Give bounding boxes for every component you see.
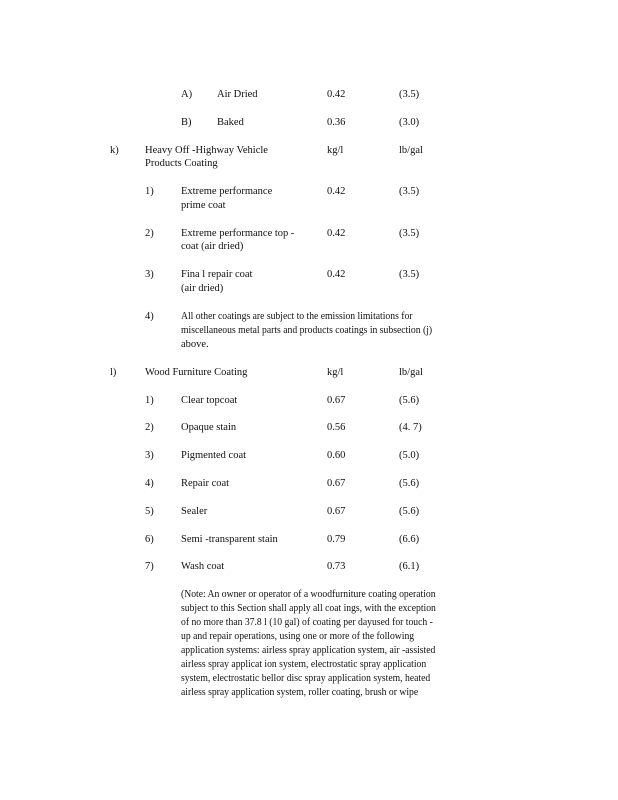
- section-k-item-4-line1: All other coatings are subject to the emission limitations for: [181, 311, 413, 322]
- section-l-unit-kg: kg/l: [327, 367, 344, 378]
- row-a-kg: 0.42: [327, 89, 346, 100]
- section-l-item-3-lb: (5.0): [399, 450, 420, 461]
- section-k-unit-kg: kg/l: [327, 145, 344, 156]
- section-l-item-6-label: Semi -transparent stain: [181, 534, 278, 545]
- section-k-item-4-num: 4): [145, 311, 154, 322]
- note-line-8: airless spray application system, roller coating, brush or wipe: [181, 687, 419, 698]
- section-k-item-1-num: 1): [145, 186, 154, 197]
- section-l-item-3-label: Pigmented coat: [181, 450, 247, 461]
- section-k-item-1-lb: (3.5): [399, 186, 420, 197]
- row-a-lb: (3.5): [399, 89, 420, 100]
- section-l-item-5-num: 5): [145, 506, 154, 517]
- note-line-1: (Note: An owner or operator of a woodfurniture coating operation: [181, 589, 436, 600]
- row-b-label: Baked: [217, 117, 244, 128]
- section-l-item-3-num: 3): [145, 450, 154, 461]
- section-l-item-6-kg: 0.79: [327, 534, 346, 545]
- section-l-item-4-kg: 0.67: [327, 478, 346, 489]
- section-l-item-1-num: 1): [145, 395, 154, 406]
- section-l-item-5-kg: 0.67: [327, 506, 346, 517]
- section-l-item-1-label: Clear topcoat: [181, 395, 238, 406]
- row-a-label: Air Dried: [217, 89, 258, 100]
- note-line-4: up and repair operations, using one or more of the following: [181, 631, 415, 642]
- section-k-item-2-line1: Extreme performance top -: [181, 228, 295, 239]
- section-l-item-2-label: Opaque stain: [181, 422, 237, 433]
- section-l-item-2-kg: 0.56: [327, 422, 346, 433]
- section-k-item-1-line1: Extreme performance: [181, 186, 273, 197]
- note-line-6: airless spray applicat ion system, electrostatic spray application: [181, 659, 427, 670]
- section-k-item-3-lb: (3.5): [399, 269, 420, 280]
- section-l-item-7-num: 7): [145, 561, 154, 572]
- section-k-item-4-line3: above.: [181, 339, 209, 350]
- section-k-item-1-kg: 0.42: [327, 186, 346, 197]
- section-k-marker: k): [110, 145, 119, 156]
- section-l-item-1-kg: 0.67: [327, 395, 346, 406]
- row-b-lb: (3.0): [399, 117, 420, 128]
- row-b-kg: 0.36: [327, 117, 346, 128]
- section-k-item-1-line2: prime coat: [181, 200, 226, 211]
- section-k-item-2-kg: 0.42: [327, 228, 346, 239]
- note-line-3: of no more than 37.8 l (10 gal) of coating per dayused for touch -: [181, 617, 433, 628]
- section-l-item-7-kg: 0.73: [327, 561, 346, 572]
- section-k-item-3-line2: (air dried): [181, 283, 224, 294]
- section-l-title: Wood Furniture Coating: [145, 367, 248, 378]
- section-k-item-3-line1: Fina l repair coat: [181, 269, 253, 280]
- note-line-5: application systems: airless spray application system, air -assisted: [181, 645, 436, 656]
- section-l-unit-lb: lb/gal: [399, 367, 423, 378]
- section-k-title-line2: Products Coating: [145, 158, 218, 169]
- section-l-item-4-lb: (5.6): [399, 478, 420, 489]
- section-k-title-line1: Heavy Off -Highway Vehicle: [145, 145, 268, 156]
- section-l-item-6-lb: (6.6): [399, 534, 420, 545]
- section-l-item-7-label: Wash coat: [181, 561, 225, 572]
- section-l-item-4-num: 4): [145, 478, 154, 489]
- row-a-letter: A): [181, 89, 193, 100]
- section-l-item-3-kg: 0.60: [327, 450, 346, 461]
- section-k-unit-lb: lb/gal: [399, 145, 423, 156]
- section-l-item-5-label: Sealer: [181, 506, 208, 517]
- section-l-item-6-num: 6): [145, 534, 154, 545]
- section-k-item-2-line2: coat (air dried): [181, 241, 244, 252]
- section-k-item-2-lb: (3.5): [399, 228, 420, 239]
- section-l-item-7-lb: (6.1): [399, 561, 420, 572]
- section-l-item-5-lb: (5.6): [399, 506, 420, 517]
- note-line-7: system, electrostatic bellor disc spray application system, heated: [181, 673, 431, 684]
- section-l-marker: l): [110, 367, 117, 378]
- note-line-2: subject to this Section shall apply all coat ings, with the exception: [181, 603, 436, 614]
- section-k-item-2-num: 2): [145, 228, 154, 239]
- section-l-item-2-num: 2): [145, 422, 154, 433]
- section-k-item-3-num: 3): [145, 269, 154, 280]
- row-b-letter: B): [181, 117, 192, 128]
- section-l-item-2-lb: (4. 7): [399, 422, 422, 433]
- section-k-item-3-kg: 0.42: [327, 269, 346, 280]
- section-k-item-4-line2: miscellaneous metal parts and products coatings in subsection (j): [181, 325, 433, 336]
- section-l-item-1-lb: (5.6): [399, 395, 420, 406]
- section-l-item-4-label: Repair coat: [181, 478, 230, 489]
